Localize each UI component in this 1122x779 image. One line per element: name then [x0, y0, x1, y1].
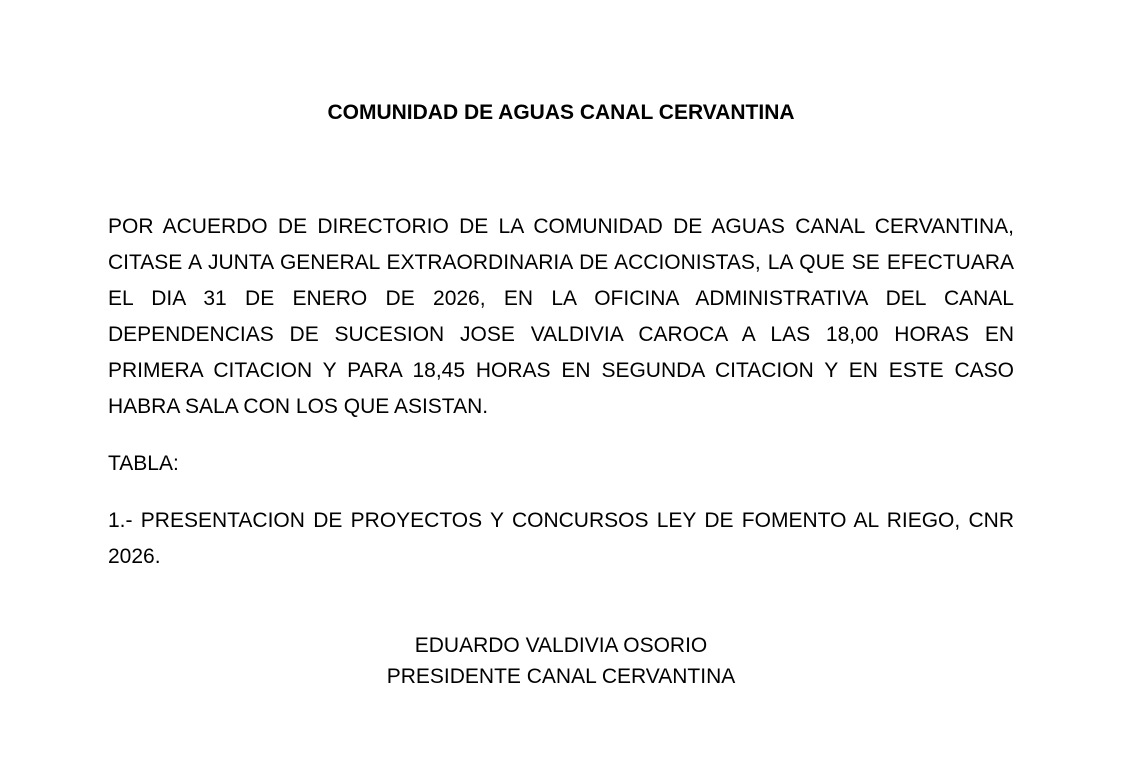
tabla-label: TABLA: — [108, 452, 179, 475]
signature-name: EDUARDO VALDIVIA OSORIO — [414, 634, 708, 657]
agenda-item: 1.- PRESENTACION DE PROYECTOS Y CONCURSOS LEY DE FOMENTO AL RIEGO, CNR 2026. — [108, 509, 1014, 568]
document-title: COMUNIDAD DE AGUAS CANAL CERVANTINA — [327, 101, 795, 124]
main-paragraph: POR ACUERDO DE DIRECTORIO DE LA COMUNIDAD DE AGUAS CANAL CERVANTINA, CITASE A JUNTA GENERAL EXTRAORDINARIA DE ACCIONISTAS, LA QUE SE EFECTUARA EL DIA 31 DE ENERO DE 2026, EN LA OFICINA ADMINISTRATIVA DEL CANAL DEPENDENCIAS DE SUCESION JOSE VALDIVIA CAROCA A LAS 18,00 HORAS EN PRIMERA CITACION Y PARA 18,45 HORAS EN SEGUNDA CITACION Y EN ESTE CASO HABRA SALA CON LOS QUE ASISTAN. — [108, 215, 1014, 418]
signature-role: PRESIDENTE CANAL CERVANTINA — [386, 665, 736, 688]
